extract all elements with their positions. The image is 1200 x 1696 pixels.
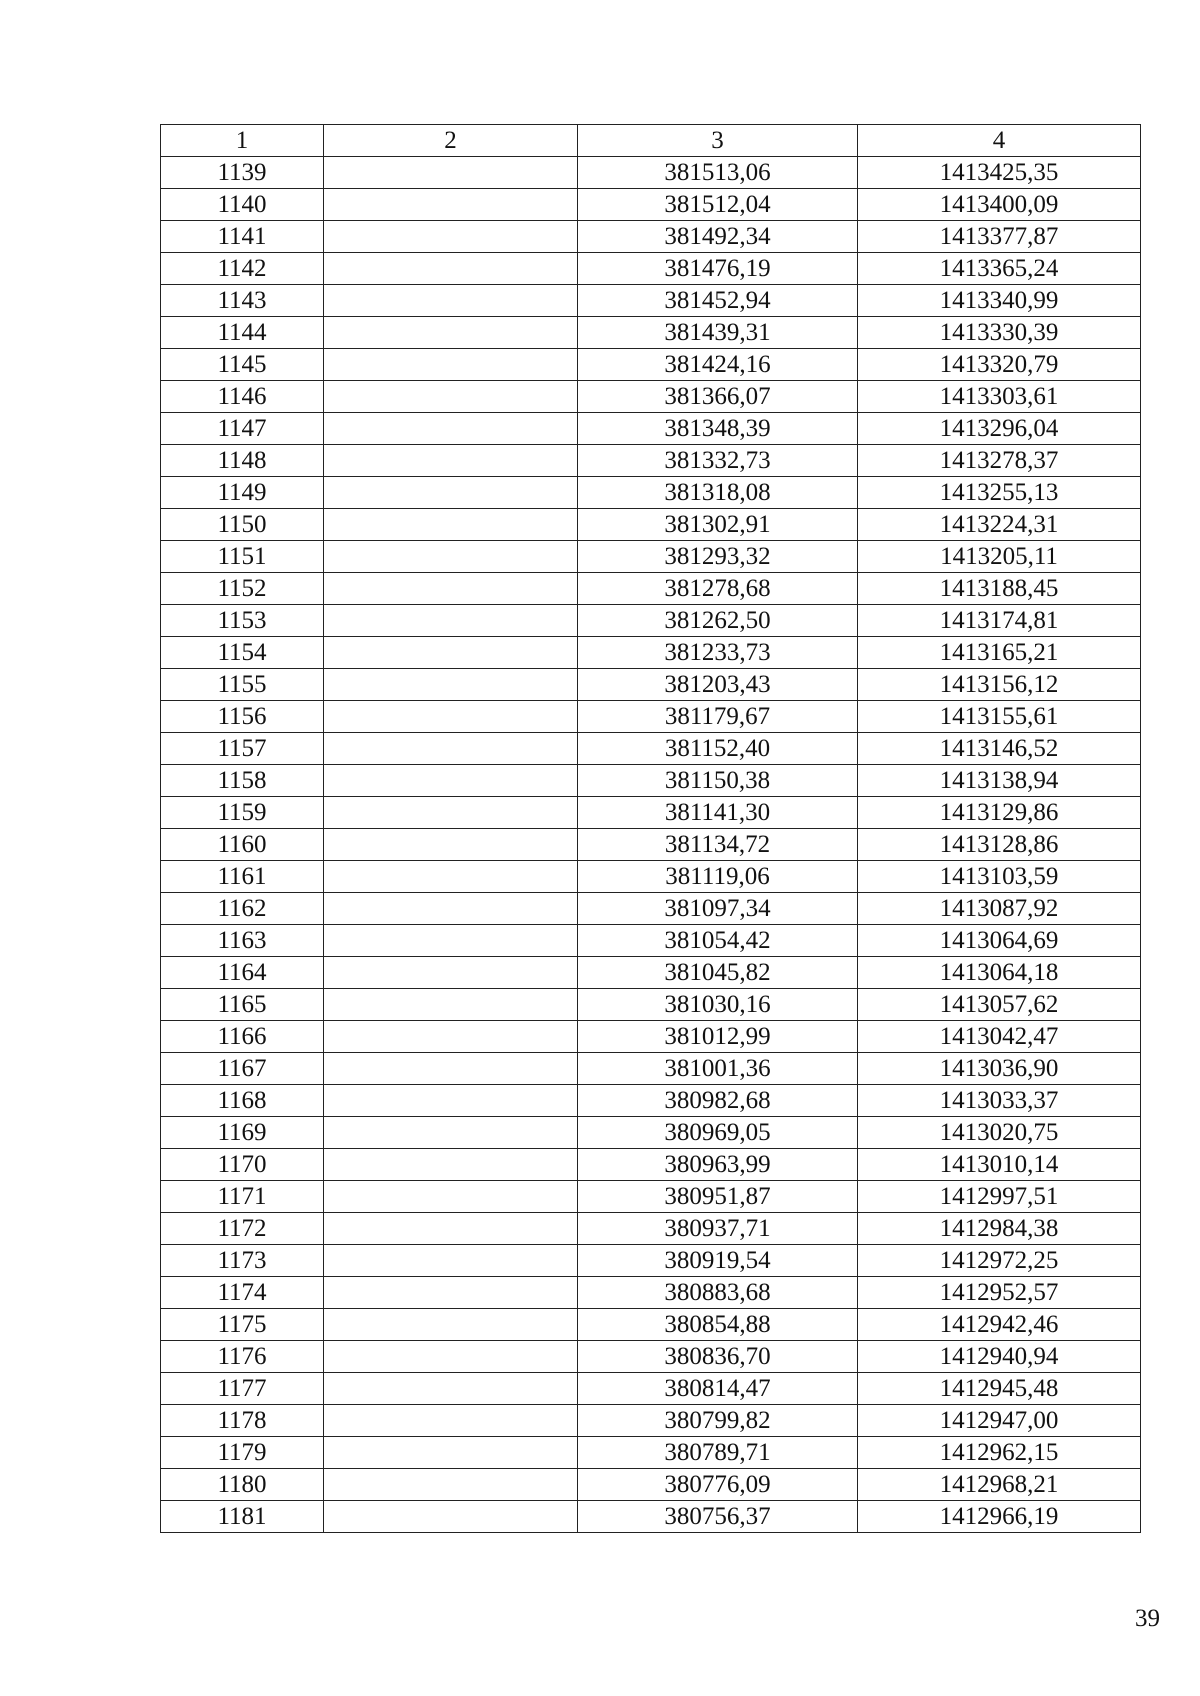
table-cell-col4: 1412940,94 <box>858 1341 1141 1373</box>
table-cell-col3: 381348,39 <box>578 413 858 445</box>
table-row <box>161 253 1141 285</box>
table-cell-col1: 1155 <box>161 669 324 701</box>
table-cell-col1: 1145 <box>161 349 324 381</box>
table-cell-col3: 380937,71 <box>578 1213 858 1245</box>
table-cell-col2 <box>324 1181 578 1213</box>
table-cell-col2 <box>324 1149 578 1181</box>
table-row <box>161 797 1141 829</box>
column-header-4: 4 <box>858 125 1141 157</box>
table-cell-col4: 1413340,99 <box>858 285 1141 317</box>
table-cell-col4: 1413042,47 <box>858 1021 1141 1053</box>
table-cell-col4: 1413010,14 <box>858 1149 1141 1181</box>
table-cell-col2 <box>324 189 578 221</box>
table-cell-col4: 1413377,87 <box>858 221 1141 253</box>
table-cell-col2 <box>324 893 578 925</box>
table-cell-col3: 381012,99 <box>578 1021 858 1053</box>
table-cell-col2 <box>324 381 578 413</box>
table-cell-col4: 1413064,18 <box>858 957 1141 989</box>
table-cell-col1: 1148 <box>161 445 324 477</box>
table-cell-col4: 1412945,48 <box>858 1373 1141 1405</box>
table-cell-col3: 380836,70 <box>578 1341 858 1373</box>
table-row <box>161 541 1141 573</box>
column-header-3: 3 <box>578 125 858 157</box>
table-cell-col1: 1147 <box>161 413 324 445</box>
table-row <box>161 381 1141 413</box>
table-cell-col4: 1412966,19 <box>858 1501 1141 1533</box>
table-cell-col2 <box>324 221 578 253</box>
table-cell-col4: 1413064,69 <box>858 925 1141 957</box>
table-cell-col2 <box>324 669 578 701</box>
table-cell-col4: 1412952,57 <box>858 1277 1141 1309</box>
table-cell-col4: 1412972,25 <box>858 1245 1141 1277</box>
table-row <box>161 637 1141 669</box>
table-cell-col2 <box>324 1469 578 1501</box>
table-row <box>161 861 1141 893</box>
table-cell-col2 <box>324 477 578 509</box>
table-cell-col1: 1141 <box>161 221 324 253</box>
table-cell-col3: 381476,19 <box>578 253 858 285</box>
table-cell-col1: 1176 <box>161 1341 324 1373</box>
table-row <box>161 701 1141 733</box>
table-cell-col4: 1413296,04 <box>858 413 1141 445</box>
table-cell-col3: 381492,34 <box>578 221 858 253</box>
table-cell-col3: 381097,34 <box>578 893 858 925</box>
table-cell-col2 <box>324 285 578 317</box>
table-cell-col2 <box>324 1117 578 1149</box>
table-cell-col4: 1412984,38 <box>858 1213 1141 1245</box>
table-cell-col1: 1170 <box>161 1149 324 1181</box>
table-row <box>161 1213 1141 1245</box>
table-row <box>161 1405 1141 1437</box>
table-cell-col4: 1413255,13 <box>858 477 1141 509</box>
table-cell-col1: 1150 <box>161 509 324 541</box>
table-cell-col4: 1413205,11 <box>858 541 1141 573</box>
table-cell-col4: 1413020,75 <box>858 1117 1141 1149</box>
table-cell-col3: 380982,68 <box>578 1085 858 1117</box>
table-cell-col2 <box>324 733 578 765</box>
table-cell-col2 <box>324 541 578 573</box>
table-cell-col1: 1178 <box>161 1405 324 1437</box>
table-cell-col2 <box>324 413 578 445</box>
table-cell-col4: 1413320,79 <box>858 349 1141 381</box>
column-header-1: 1 <box>161 125 324 157</box>
table-cell-col1: 1161 <box>161 861 324 893</box>
table-cell-col2 <box>324 1245 578 1277</box>
table-cell-col2 <box>324 925 578 957</box>
table-cell-col1: 1158 <box>161 765 324 797</box>
table-cell-col4: 1413224,31 <box>858 509 1141 541</box>
table-cell-col2 <box>324 1309 578 1341</box>
table-cell-col4: 1413365,24 <box>858 253 1141 285</box>
table-cell-col1: 1152 <box>161 573 324 605</box>
table-cell-col4: 1413103,59 <box>858 861 1141 893</box>
table-cell-col2 <box>324 1405 578 1437</box>
table-cell-col3: 381366,07 <box>578 381 858 413</box>
table-cell-col3: 381293,32 <box>578 541 858 573</box>
table-row <box>161 925 1141 957</box>
table-cell-col2 <box>324 509 578 541</box>
table-cell-col1: 1165 <box>161 989 324 1021</box>
table-cell-col2 <box>324 861 578 893</box>
table-row <box>161 509 1141 541</box>
table-row <box>161 189 1141 221</box>
table-cell-col2 <box>324 605 578 637</box>
table-cell-col3: 381150,38 <box>578 765 858 797</box>
table-cell-col4: 1413330,39 <box>858 317 1141 349</box>
table-cell-col1: 1143 <box>161 285 324 317</box>
table-row <box>161 477 1141 509</box>
table-cell-col1: 1181 <box>161 1501 324 1533</box>
table-row <box>161 317 1141 349</box>
table-row <box>161 1437 1141 1469</box>
table-cell-col4: 1413138,94 <box>858 765 1141 797</box>
table-cell-col1: 1154 <box>161 637 324 669</box>
table-row <box>161 1469 1141 1501</box>
table-cell-col1: 1169 <box>161 1117 324 1149</box>
table-cell-col4: 1413174,81 <box>858 605 1141 637</box>
table-cell-col3: 381030,16 <box>578 989 858 1021</box>
table-cell-col3: 380814,47 <box>578 1373 858 1405</box>
table-cell-col1: 1159 <box>161 797 324 829</box>
table-row <box>161 1085 1141 1117</box>
table-cell-col2 <box>324 1213 578 1245</box>
table-cell-col4: 1413165,21 <box>858 637 1141 669</box>
table-cell-col1: 1179 <box>161 1437 324 1469</box>
table-row <box>161 957 1141 989</box>
table-cell-col1: 1162 <box>161 893 324 925</box>
table-cell-col4: 1412942,46 <box>858 1309 1141 1341</box>
table-cell-col4: 1413303,61 <box>858 381 1141 413</box>
table-cell-col3: 380854,88 <box>578 1309 858 1341</box>
table-row <box>161 733 1141 765</box>
table-row <box>161 285 1141 317</box>
table-cell-col3: 380883,68 <box>578 1277 858 1309</box>
table-row <box>161 1021 1141 1053</box>
table-row <box>161 221 1141 253</box>
table-cell-col3: 380789,71 <box>578 1437 858 1469</box>
table-cell-col1: 1142 <box>161 253 324 285</box>
coordinates-table <box>160 124 1141 1533</box>
table-cell-col4: 1413146,52 <box>858 733 1141 765</box>
column-header-2: 2 <box>324 125 578 157</box>
table-cell-col3: 380756,37 <box>578 1501 858 1533</box>
table-cell-col1: 1157 <box>161 733 324 765</box>
table-cell-col4: 1413033,37 <box>858 1085 1141 1117</box>
table-row <box>161 893 1141 925</box>
table-cell-col4: 1412947,00 <box>858 1405 1141 1437</box>
table-cell-col2 <box>324 1053 578 1085</box>
table-cell-col1: 1144 <box>161 317 324 349</box>
table-cell-col4: 1413400,09 <box>858 189 1141 221</box>
table-cell-col3: 381134,72 <box>578 829 858 861</box>
table-header <box>161 125 1141 157</box>
table-row <box>161 829 1141 861</box>
table-cell-col1: 1149 <box>161 477 324 509</box>
table-cell-col1: 1164 <box>161 957 324 989</box>
table-cell-col3: 381001,36 <box>578 1053 858 1085</box>
table-cell-col2 <box>324 349 578 381</box>
table-cell-col1: 1166 <box>161 1021 324 1053</box>
table-row <box>161 445 1141 477</box>
table-cell-col3: 381318,08 <box>578 477 858 509</box>
table-cell-col1: 1180 <box>161 1469 324 1501</box>
table-cell-col2 <box>324 797 578 829</box>
table-cell-col3: 381513,06 <box>578 157 858 189</box>
table-cell-col1: 1175 <box>161 1309 324 1341</box>
table-cell-col2 <box>324 1085 578 1117</box>
table-cell-col3: 381262,50 <box>578 605 858 637</box>
table-cell-col3: 381452,94 <box>578 285 858 317</box>
table-cell-col1: 1139 <box>161 157 324 189</box>
table-cell-col4: 1413129,86 <box>858 797 1141 829</box>
table-cell-col4: 1413087,92 <box>858 893 1141 925</box>
table-row <box>161 669 1141 701</box>
table-row <box>161 1053 1141 1085</box>
table-cell-col3: 381203,43 <box>578 669 858 701</box>
table-cell-col4: 1413278,37 <box>858 445 1141 477</box>
table-cell-col3: 381179,67 <box>578 701 858 733</box>
table-row <box>161 1117 1141 1149</box>
table-cell-col2 <box>324 317 578 349</box>
table-cell-col1: 1160 <box>161 829 324 861</box>
table-cell-col1: 1177 <box>161 1373 324 1405</box>
table-cell-col3: 381141,30 <box>578 797 858 829</box>
table-row <box>161 1245 1141 1277</box>
table-cell-col3: 380963,99 <box>578 1149 858 1181</box>
table-cell-col3: 381439,31 <box>578 317 858 349</box>
table-cell-col3: 380969,05 <box>578 1117 858 1149</box>
table-cell-col2 <box>324 1437 578 1469</box>
table-cell-col2 <box>324 445 578 477</box>
table-row <box>161 1149 1141 1181</box>
table-row <box>161 605 1141 637</box>
table-cell-col2 <box>324 573 578 605</box>
table-cell-col1: 1151 <box>161 541 324 573</box>
table-cell-col4: 1413036,90 <box>858 1053 1141 1085</box>
table-cell-col1: 1146 <box>161 381 324 413</box>
table-row <box>161 573 1141 605</box>
table-cell-col1: 1174 <box>161 1277 324 1309</box>
table-cell-col1: 1163 <box>161 925 324 957</box>
table-cell-col3: 381233,73 <box>578 637 858 669</box>
table-cell-col3: 380919,54 <box>578 1245 858 1277</box>
table-cell-col1: 1153 <box>161 605 324 637</box>
table-cell-col2 <box>324 157 578 189</box>
table-cell-col4: 1413188,45 <box>858 573 1141 605</box>
table-cell-col2 <box>324 701 578 733</box>
table-cell-col4: 1413156,12 <box>858 669 1141 701</box>
table-cell-col2 <box>324 1021 578 1053</box>
table-cell-col4: 1412997,51 <box>858 1181 1141 1213</box>
header-row <box>161 125 1141 157</box>
table-row <box>161 1309 1141 1341</box>
table-row <box>161 1341 1141 1373</box>
table-cell-col3: 381152,40 <box>578 733 858 765</box>
table-row <box>161 1373 1141 1405</box>
table-body <box>161 157 1141 1533</box>
table-cell-col1: 1140 <box>161 189 324 221</box>
table-cell-col2 <box>324 637 578 669</box>
table-cell-col3: 381302,91 <box>578 509 858 541</box>
table-row <box>161 765 1141 797</box>
table-cell-col2 <box>324 829 578 861</box>
table-cell-col2 <box>324 957 578 989</box>
table-cell-col2 <box>324 1341 578 1373</box>
table-cell-col3: 381424,16 <box>578 349 858 381</box>
table-row <box>161 157 1141 189</box>
table-row <box>161 1181 1141 1213</box>
page-number: 39 <box>1135 1605 1160 1632</box>
table-cell-col2 <box>324 1277 578 1309</box>
table-cell-col4: 1412968,21 <box>858 1469 1141 1501</box>
table-cell-col3: 381512,04 <box>578 189 858 221</box>
table-row <box>161 413 1141 445</box>
table-cell-col2 <box>324 989 578 1021</box>
table-cell-col3: 380799,82 <box>578 1405 858 1437</box>
table-cell-col1: 1173 <box>161 1245 324 1277</box>
table-cell-col3: 380776,09 <box>578 1469 858 1501</box>
table-cell-col2 <box>324 765 578 797</box>
table-cell-col3: 381054,42 <box>578 925 858 957</box>
table-row <box>161 349 1141 381</box>
table-row <box>161 989 1141 1021</box>
table-cell-col4: 1413057,62 <box>858 989 1141 1021</box>
table-cell-col4: 1412962,15 <box>858 1437 1141 1469</box>
table-cell-col1: 1171 <box>161 1181 324 1213</box>
table-cell-col2 <box>324 1373 578 1405</box>
table-cell-col3: 381119,06 <box>578 861 858 893</box>
table-cell-col2 <box>324 253 578 285</box>
table-cell-col1: 1156 <box>161 701 324 733</box>
table-cell-col3: 381045,82 <box>578 957 858 989</box>
table-row <box>161 1277 1141 1309</box>
table-cell-col3: 380951,87 <box>578 1181 858 1213</box>
table-cell-col1: 1172 <box>161 1213 324 1245</box>
table-cell-col1: 1168 <box>161 1085 324 1117</box>
table-cell-col4: 1413425,35 <box>858 157 1141 189</box>
table-row <box>161 1501 1141 1533</box>
table-cell-col4: 1413155,61 <box>858 701 1141 733</box>
table-cell-col3: 381332,73 <box>578 445 858 477</box>
table-cell-col3: 381278,68 <box>578 573 858 605</box>
table-cell-col2 <box>324 1501 578 1533</box>
table-cell-col1: 1167 <box>161 1053 324 1085</box>
table-cell-col4: 1413128,86 <box>858 829 1141 861</box>
